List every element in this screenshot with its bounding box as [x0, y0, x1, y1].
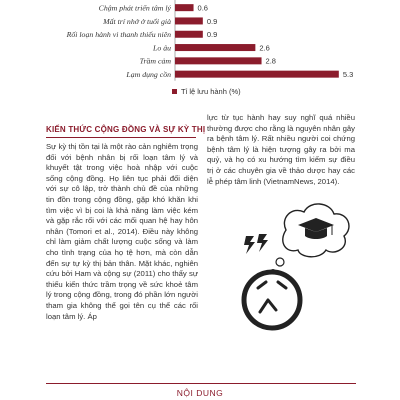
- left-column: [46, 142, 198, 322]
- bar: [175, 17, 203, 24]
- lightning-icons: [244, 234, 268, 254]
- prevalence-bar-chart: [0, 0, 400, 100]
- right-column: [207, 113, 355, 187]
- bar: [175, 4, 194, 11]
- bar: [175, 71, 339, 78]
- section-title-underline: [46, 137, 196, 138]
- category-label: Lo âu: [153, 43, 171, 53]
- value-label: 2.6: [259, 43, 270, 53]
- section-title: KIẾN THỨC CỘNG ĐỒNG VÀ SỰ KỲ THỊ: [46, 125, 206, 134]
- left-paragraph: Sự kỳ thị tồn tại là một rào cản nghiêm trọng đối với bệnh nhân bị rối loạn tâm lý và khuyết tật trong việc hoà nhập với cuộc sống cộng đồng. Họ liên tục phải đối diện với sự cô lập, trở thành chủ đề của những tin đồn trong cộng đồng, gặp khó khăn khi tìm việc vì bị coi là khả năng làm việc kém và gặp rắc rối với các mối quan hệ hay hôn nhân (Tomori et al., 2014). Điều này không chỉ làm giảm chất lượng cuộc sống và làm cho tình trạng của họ tệ hơn, mà còn dẫn đến sự tự kỳ thị bản thân. Mặt khác, nghiên cứu bởi Ham và cộng sự (2011) cho thấy sự thiếu kiến thức trầm trọng về sức khoẻ tâm lý trong cộng đồng, trong đó phần lớn người tham gia không thể gọi tên cụ thể các rối loạn tâm lý. Áp: [46, 142, 198, 321]
- category-label: Trầm cảm: [139, 56, 171, 66]
- category-label: Rối loạn hành vi thanh thiếu niên: [66, 30, 171, 40]
- bar: [175, 57, 262, 64]
- bar: [175, 44, 255, 51]
- chart-legend: [172, 87, 241, 96]
- value-label: 2.8: [265, 56, 276, 66]
- value-label: 0.9: [206, 16, 218, 26]
- thought-bubble: [271, 204, 349, 275]
- legend-swatch: [172, 89, 177, 94]
- value-label: 0.6: [197, 3, 208, 13]
- category-label: Mất trí nhớ ở tuổi già: [103, 16, 171, 26]
- value-label: 0.9: [206, 30, 218, 40]
- category-label: Lạm dụng cồn: [126, 69, 171, 79]
- legend-label: Tỉ lệ lưu hành (%): [181, 87, 241, 96]
- thinking-face-illustration: [240, 200, 360, 340]
- right-paragraph: lực từ tục hành hay suy nghĩ quá nhiều thường được cho rằng là nguyên nhân gây ra bệnh tâm lý. Rất nhiều người coi chứng bệnh tâm lý là hiện tượng gây ra bởi ma quỷ, và họ có xu hướng tìm kiếm sự điều trị ở các chuyên gia về thảo dược hay các lễ phép tâm linh (VietnamNews, 2014).: [207, 113, 355, 186]
- category-label: Chậm phát triển tâm lý: [98, 3, 171, 13]
- footer-text: NỘI DUNG: [176, 388, 224, 398]
- footer-rule: [46, 383, 356, 384]
- bar: [175, 31, 203, 38]
- value-label: 5.3: [342, 69, 354, 79]
- worried-face-icon: [244, 272, 300, 328]
